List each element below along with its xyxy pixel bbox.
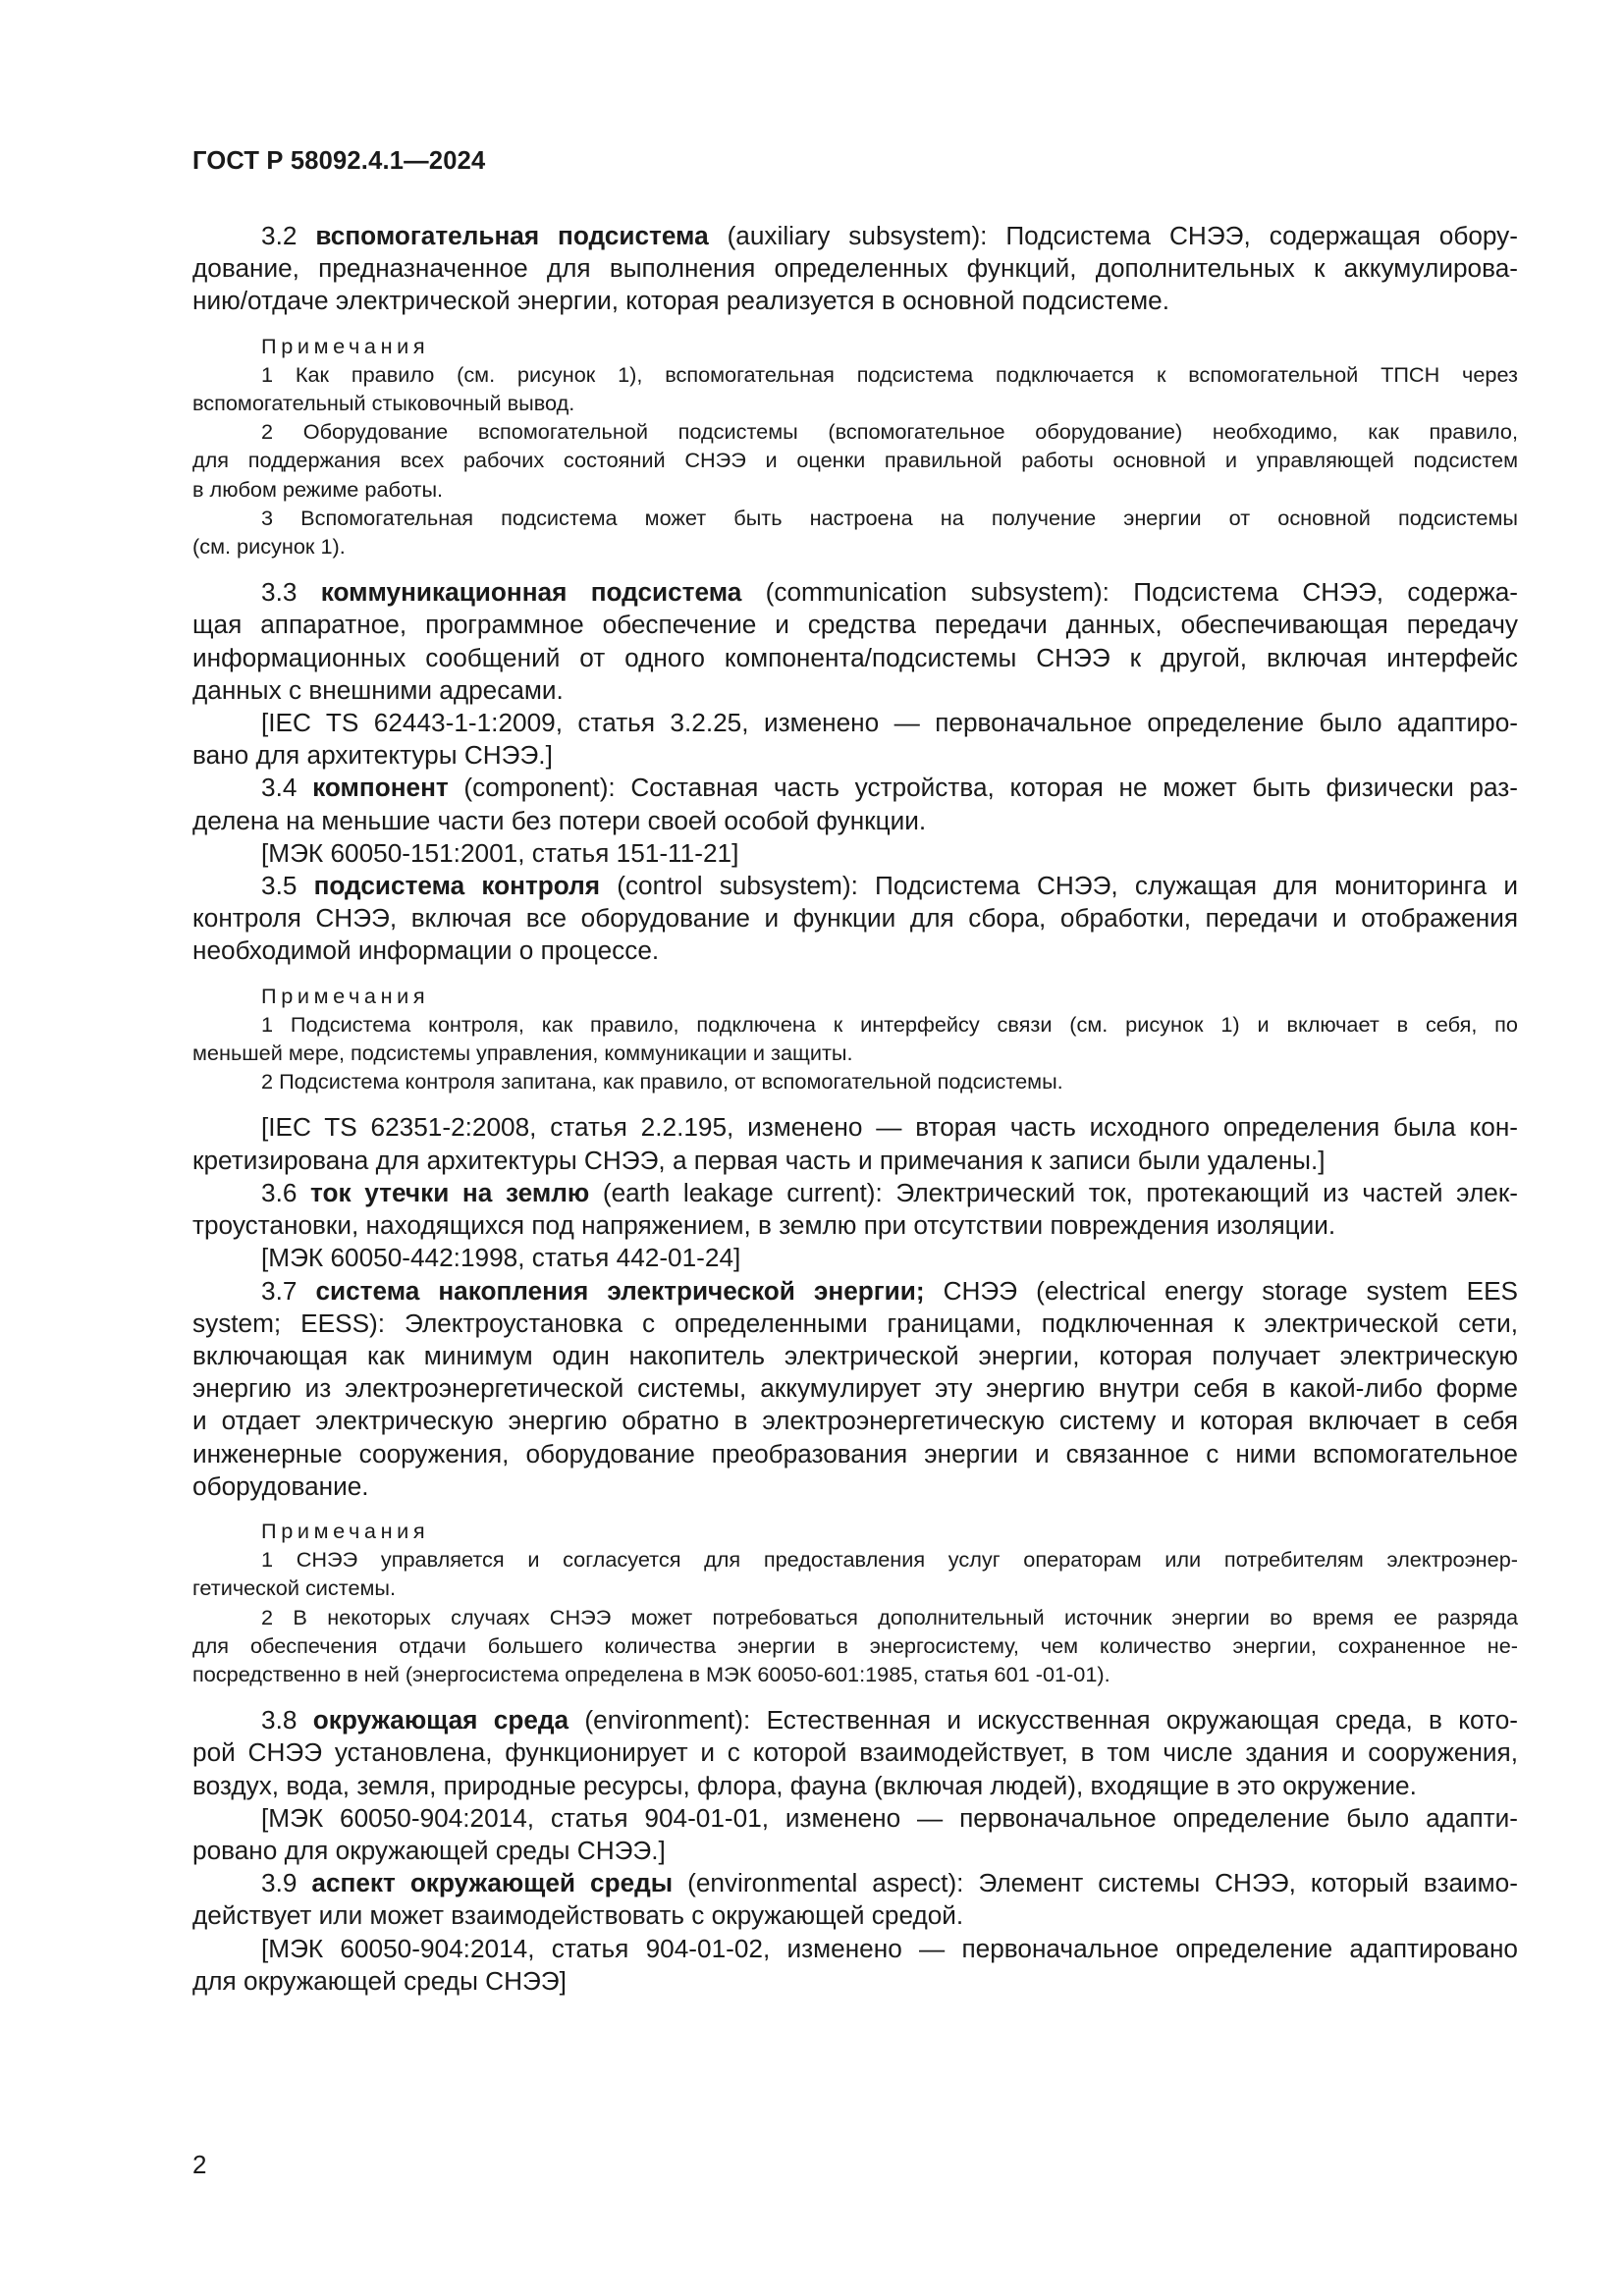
term-definition-start: (earth leakage current): Электрический ток, протекающий из частей элек- [602,1177,1518,1207]
source-reference: [IEC TS 62443-1-1:2009, статья 3.2.25, изменено — первоначальное определение было адаптиро- [261,708,1518,738]
definition-line: энергию из электроэнергетической системы, аккумулирует эту энергию внутри себя в какой-либо форме [192,1373,1518,1404]
term-line [192,1867,1518,1899]
definition-line: инженерные сооружения, оборудование преобразования энергии и связанное с ними вспомогательное [192,1438,1518,1468]
note-line: 1 Как правило (см. рисунок 1), вспомогательная подсистема подключается к вспомогательной ТПСН через [261,361,1518,387]
note-line: вспомогательный стыковочный вывод. [192,391,575,416]
document-header: ГОСТ Р 58092.4.1—2024 [192,147,486,175]
term-title: компонент [312,773,449,803]
term-3-4 [192,772,1518,870]
term-number: 3.3 [261,577,298,608]
term-line [192,1275,1518,1308]
definition-line: нию/отдаче электрической энергии, которая реализуется в основной подсистеме. [192,286,1170,316]
term-3-6 [192,1177,1518,1275]
definition-line: контроля СНЭЭ, включая все оборудование и функции для сбора, обработки, передачи и отображения [192,903,1518,934]
term-line [192,220,1518,252]
notes-3-7 [192,1517,1518,1688]
term-number: 3.6 [261,1177,298,1207]
term-number: 3.4 [261,773,298,803]
definition-line: необходимой информации о процессе. [192,935,660,966]
term-line [192,870,1518,902]
notes-3-5 [192,982,1518,1096]
note-line: (см. рисунок 1). [192,534,346,560]
term-number: 3.8 [261,1705,298,1735]
term-definition-start: (environment): Естественная и искусственная окружающая среда, в кото- [584,1705,1518,1735]
term-title: вспомогательная подсистема [315,221,709,250]
term-definition-start: СНЭЭ (electrical energy storage system EES [943,1275,1518,1306]
term-number: 3.5 [261,871,298,901]
term-3-9 [192,1867,1518,1998]
definition-line: и отдает электрическую энергию обратно в электроэнергетическую систему и которая включает в себя [192,1406,1518,1436]
term-title: ток утечки на землю [310,1177,590,1207]
definition-line: информационных сообщений от одного компонента/подсистемы СНЭЭ к другой, включая интерфейс [192,642,1518,672]
term-number: 3.2 [261,221,298,250]
source-reference: вано для архитектуры СНЭЭ.] [192,740,553,771]
definition-line: троустановки, находящихся под напряжением, в землю при отсутствии повреждения изоляции. [192,1210,1336,1241]
term-line [192,1177,1518,1209]
term-definition-start: (control subsystem): Подсистема СНЭЭ, служащая для мониторинга и [617,871,1519,901]
notes-3-2 [192,332,1518,561]
term-3-5 [192,870,1518,1177]
document-body [192,220,1518,1998]
term-title: система накопления электрической энергии; [315,1275,925,1306]
definition-line: щая аппаратное, программное обеспечение и средства передачи данных, обеспечивающая передачу [192,610,1518,640]
notes-label: Примечания [261,983,430,1008]
term-definition-start: (environmental aspect): Элемент системы СНЭЭ, который взаимо- [687,1868,1518,1898]
note-line: для поддержания всех рабочих состояний СНЭЭ и оценки правильной работы основной и управляющей подсистем [192,448,1518,473]
term-line [192,772,1518,804]
definition-line: включающая как минимум один накопитель электрической энергии, которая получает электрическую [192,1340,1518,1370]
note-line: гетической системы. [192,1575,397,1601]
term-definition-start: (component): Составная часть устройства, которая не может быть физически раз- [463,773,1518,803]
term-number: 3.7 [261,1275,298,1306]
term-3-8 [192,1704,1518,1867]
term-3-3 [192,576,1518,772]
term-definition-start: (auxiliary subsystem): Подсистема СНЭЭ, содержащая обору- [727,221,1518,250]
source-reference: кретизирована для архитектуры СНЭЭ, а первая часть и примечания к записи были удалены.] [192,1145,1326,1175]
term-title: окружающая среда [312,1705,569,1735]
note-line: посредственно в ней (энергосистема определена в МЭК 60050-601:1985, статья 601 -01-01). [192,1661,1110,1686]
source-reference: ровано для окружающей среды СНЭЭ.] [192,1835,666,1865]
note-line: 2 Подсистема контроля запитана, как правило, от вспомогательной подсистемы. [261,1069,1063,1095]
definition-line: оборудование. [192,1470,369,1501]
term-title: подсистема контроля [313,871,601,901]
note-line: 2 Оборудование вспомогательной подсистемы (вспомогательное оборудование) необходимо, как правило, [261,419,1518,445]
term-title: коммуникационная подсистема [320,577,742,608]
term-number: 3.9 [261,1868,298,1898]
note-line: меньшей мере, подсистемы управления, коммуникации и защиты. [192,1041,853,1066]
definition-line: делена на меньшие части без потери своей особой функции. [192,805,927,835]
term-line [192,1704,1518,1736]
source-reference: [МЭК 60050-442:1998, статья 442-01-24] [261,1243,741,1273]
definition-line: воздух, вода, земля, природные ресурсы, флора, фауна (включая людей), входящие в это окружение. [192,1770,1417,1800]
note-line: 3 Вспомогательная подсистема может быть настроена на получение энергии от основной подсистемы [261,505,1518,530]
page-number: 2 [192,2150,207,2179]
term-definition-start: (communication subsystem): Подсистема СНЭЭ, содержа- [765,577,1518,608]
source-reference: [IEC TS 62351-2:2008, статья 2.2.195, изменено — вторая часть исходного определения была кон- [261,1112,1518,1143]
note-line: в любом режиме работы. [192,476,444,502]
notes-label: Примечания [261,333,430,358]
note-line: 1 СНЭЭ управляется и согласуется для предоставления услуг операторам или потребителям электроэнер- [261,1547,1518,1573]
note-line: для обеспечения отдачи большего количества энергии в энергосистему, чем количество энергии, сохраненное не- [192,1632,1518,1658]
source-reference: [МЭК 60050-904:2014, статья 904-01-01, изменено — первоначальное определение было адапти- [261,1802,1518,1833]
source-reference: для окружающей среды СНЭЭ] [192,1965,567,1996]
term-title: аспект окружающей среды [311,1868,674,1898]
definition-line: system; EESS): Электроустановка с определенными границами, подключенная к электрической сети, [192,1308,1518,1338]
definition-line: дование, предназначенное для выполнения определенных функций, дополнительных к аккумулирова- [192,253,1518,284]
term-3-2 [192,220,1518,561]
definition-line: рой СНЭЭ установлена, функционирует и с которой взаимодействует, в том числе здания и сооружения, [192,1737,1518,1768]
definition-line: данных с внешними адресами. [192,674,564,705]
definition-line: действует или может взаимодействовать с окружающей средой. [192,1900,964,1931]
source-reference: [МЭК 60050-151:2001, статья 151-11-21] [261,837,739,868]
notes-label: Примечания [261,1518,430,1543]
note-line: 1 Подсистема контроля, как правило, подключена к интерфейсу связи (см. рисунок 1) и включает в себя, по [261,1011,1518,1037]
term-3-7 [192,1275,1518,1689]
term-line [192,576,1518,609]
note-line: 2 В некоторых случаях СНЭЭ может потребоваться дополнительный источник энергии во время ее разряда [261,1604,1518,1629]
source-reference: [МЭК 60050-904:2014, статья 904-01-02, изменено — первоначальное определение адаптировано [261,1933,1518,1963]
